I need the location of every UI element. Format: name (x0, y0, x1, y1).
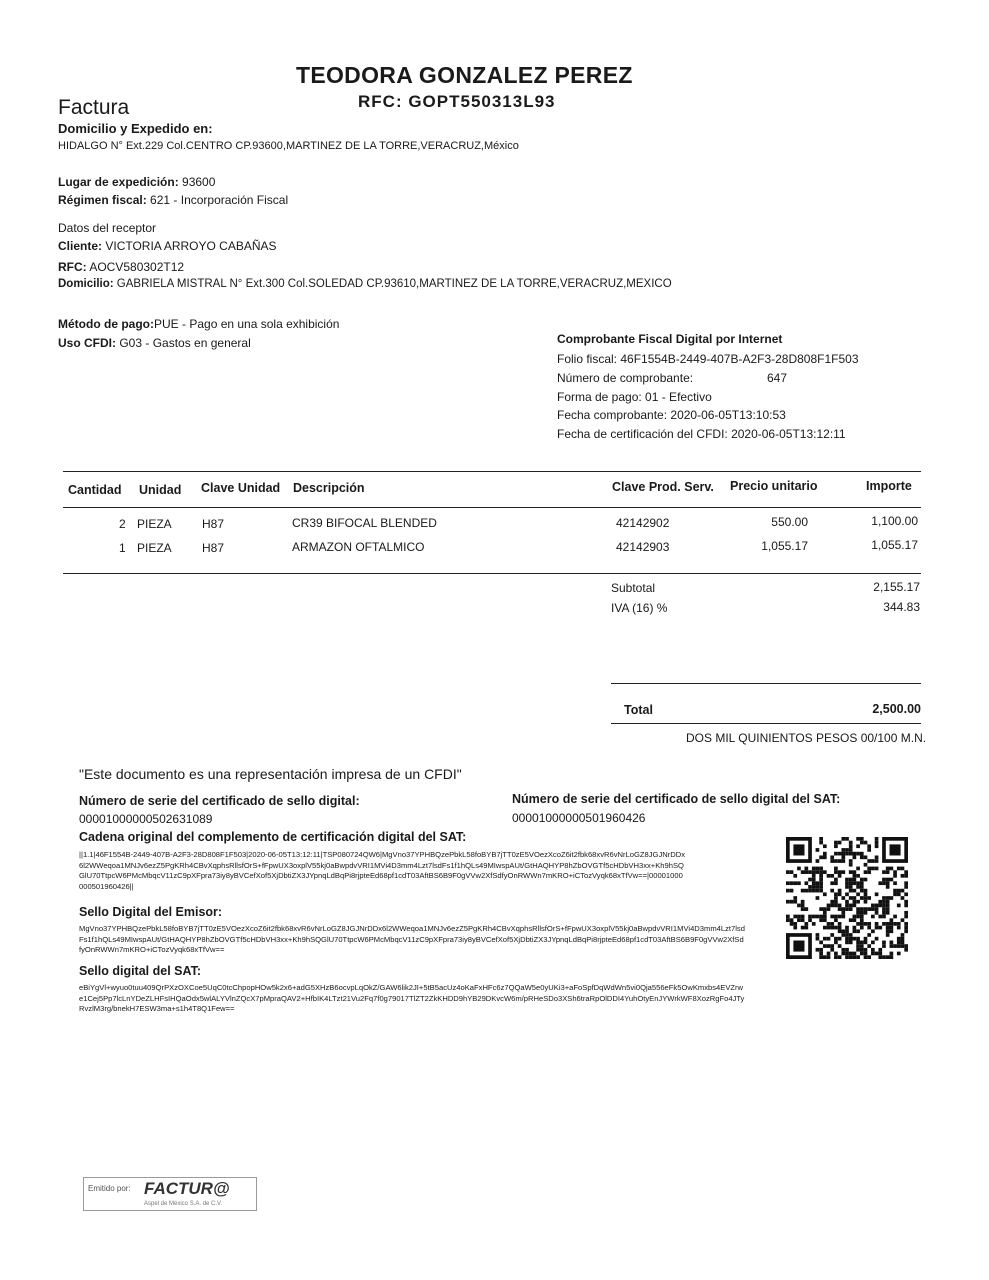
cert-emisor-label: Número de serie del certificado de sello digital: (79, 794, 360, 808)
regimen-value: 621 - Incorporación Fiscal (150, 193, 289, 207)
facture-logo: FACTUR@ (144, 1179, 230, 1198)
emitido-por-logo (83, 1177, 257, 1211)
uso-label: Uso CFDI: (58, 336, 116, 350)
sello-emisor-label: Sello Digital del Emisor: (79, 905, 223, 919)
col-clave-prod: Clave Prod. Serv. (612, 480, 714, 494)
cliente-label: Cliente: (58, 239, 103, 253)
row-descripcion: ARMAZON OFTALMICO (292, 540, 425, 554)
receptor-domicilio (58, 278, 672, 290)
cadena-value: ||1.1|46F1554B-2449-407B-A2F3-28D808F1F503|2020-06-05T13:12:11|TSP080724QW6|MgVno37YPHBQzePbkL58foBYB7jTT0zE5VOezXcoZ6it2fbk68xvR6vNrLoGZ8JGJNrDDx6l2WWeqoa1MNJv6ezZ5PgKRh4CBvXqphsRllsfOrS+fFpwUX3oxplV55kj0aBwpdvVRI1MVi4D3mm4Lzt7lsdFs1f1hQLs49MIwspAUt/GtHAQHYP8hZbOVGTf5cHDbVH3xx+Kh9hSQGlU70TtpcW6PMcMbqcV11zC9pXFpra73iy8yBVCefXof5XjDbtiZX3JYpnqLdBqPi8rjpteEd68pf1cdT03AftBS6B9F0gVVw2XfSdfyOnRWWn7mKRO+iCTozVyqk68xTfVw==|00001000000501960426|| (79, 850, 686, 891)
total-value: 2,500.00 (872, 702, 921, 716)
sello-sat-value: eBiYgVl+wyuo0tuu409QrPXzOXCoe5UqC0tcChpopHOw5k2x6+adG5XHzB6ocvpLqOkZ/GAW6lik2JI+5tB5acUz4oKaFxHFc6z7QQaW5e0yUKi3+aFoSpfDqWdWn5vi0Qja556eFk5OwKmxbs4EVZrwe1Cej5Pp7lcLnYDeZLHFsIHQaOdx5wlALYVlnZQcX7pMpraQAV2+HfbIK4LTzt21Vu2Fq7f0g79017TlZT2ZkKHDD9hYB29DKvcW6m/pRHeSDo3XSh6traRpOlDDI4YuhOtyEnJYWrkWF8XozRgFo4JTyRvzlM3rg/bnekH7ESW3ma+s1h4T8Q1Few== (79, 983, 745, 1013)
cfdi-numero-value: 647 (767, 371, 788, 385)
lugar-value: 93600 (182, 175, 216, 189)
lugar-label: Lugar de expedición: (58, 175, 179, 189)
row-descripcion: CR39 BIFOCAL BLENDED (292, 516, 437, 530)
emitido-label: Emitido por: (88, 1184, 131, 1193)
subtotal-value: 2,155.17 (873, 580, 920, 594)
domicilio-label: Domicilio: (58, 278, 114, 290)
domicilio-heading: Domicilio y Expedido en: (58, 121, 213, 136)
row-cantidad: 1 (119, 541, 126, 555)
row-clave-prod: 42142903 (616, 540, 670, 554)
metodo-pago (58, 317, 339, 331)
col-cantidad: Cantidad (68, 483, 122, 497)
rfc-label: RFC: (58, 260, 87, 274)
domicilio-address: HIDALGO N° Ext.229 Col.CENTRO CP.93600,MARTINEZ DE LA TORRE,VERACRUZ,México (58, 140, 519, 152)
total-top-rule (611, 683, 921, 684)
receptor-cliente (58, 239, 277, 253)
issuer-name: TEODORA GONZALEZ PEREZ (296, 62, 633, 88)
table-top-rule (63, 471, 921, 472)
row-clave-prod: 42142902 (616, 516, 670, 530)
domicilio-value: GABRIELA MISTRAL N° Ext.300 Col.SOLEDAD CP.93610,MARTINEZ DE LA TORRE,VERACRUZ,MEXICO (116, 278, 672, 290)
receptor-heading: Datos del receptor (58, 221, 157, 235)
cfdi-folio: Folio fiscal: 46F1554B-2449-407B-A2F3-28D808F1F503 (557, 352, 859, 366)
uso-cfdi (58, 336, 251, 350)
metodo-label: Método de pago: (58, 317, 154, 331)
document-title: Factura (58, 96, 130, 119)
cadena-label: Cadena original del complemento de certificación digital del SAT: (79, 830, 467, 844)
iva-label: IVA (16) % (611, 601, 668, 615)
rfc-value: AOCV580302T12 (89, 260, 185, 274)
regimen-fiscal (58, 193, 288, 207)
table-bottom-rule (63, 573, 921, 574)
row-unidad: PIEZA (137, 541, 172, 555)
cfdi-numero-label: Número de comprobante: (557, 371, 694, 385)
row-precio: 550.00 (771, 515, 808, 529)
row-importe: 1,100.00 (871, 514, 918, 528)
col-precio: Precio unitario (730, 479, 818, 493)
iva-value: 344.83 (883, 600, 920, 614)
row-clave-unidad: H87 (202, 541, 225, 555)
col-unidad: Unidad (139, 483, 182, 497)
sello-emisor-value: MgVno37YPHBQzePbkL58foBYB7jTT0zE5VOezXcoZ6it2fbk68xvR6vNrLoGZ8JGJNrDDx6l2WWeqoa1MNJv6ezZ5PgKRh4CBvXqphsRllsfOrS+fFpwUX3oxplV55kj0aBwpdvVRI1MVi4D3mm4Lzt7lsdFs1f1hQLs49MIwspAUt/GtHAQHYP8hZbOVGTf5cHDbVH3xx+Kh9hSQGlU70TtpcW6PMcMbqcV11zC9pXFpra73iy8yBVCefXof5XjDbtiZX3JYpnqLdBqPi8rjpteEd68pf1cdT03AftBS6B9F0gVVw2XfSdfyOnRWWn7mKRO+iCTozVyqk68xTfVw== (79, 924, 745, 954)
total-bottom-rule (611, 723, 921, 724)
cert-emisor-value: 00001000000502631089 (79, 812, 213, 826)
cfdi-heading: Comprobante Fiscal Digital por Internet (557, 332, 783, 346)
cert-sat-label: Número de serie del certificado de sello digital del SAT: (512, 792, 841, 806)
row-clave-unidad: H87 (202, 517, 225, 531)
issuer-rfc: RFC: GOPT550313L93 (358, 92, 556, 111)
receptor-rfc (58, 260, 184, 274)
row-unidad: PIEZA (137, 517, 172, 531)
lugar-expedicion (58, 175, 215, 189)
cfdi-fecha: Fecha comprobante: 2020-06-05T13:10:53 (557, 408, 786, 422)
sello-sat-label: Sello digital del SAT: (79, 964, 202, 978)
total-in-words: DOS MIL QUINIENTOS PESOS 00/100 M.N. (686, 731, 927, 745)
cfdi-legend: "Este documento es una representación impresa de un CFDI" (79, 766, 462, 782)
subtotal-label: Subtotal (611, 581, 656, 595)
row-importe: 1,055.17 (871, 538, 918, 552)
cert-sat-value: 00001000000501960426 (512, 811, 646, 825)
cfdi-fecha-cert: Fecha de certificación del CFDI: 2020-06-05T13:12:11 (557, 427, 846, 441)
total-label: Total (624, 703, 653, 717)
row-cantidad: 2 (119, 517, 126, 531)
cfdi-forma-pago: Forma de pago: 01 - Efectivo (557, 390, 712, 404)
uso-value: G03 - Gastos en general (119, 336, 251, 350)
row-precio: 1,055.17 (761, 539, 808, 553)
col-descripcion: Descripción (293, 481, 365, 495)
regimen-label: Régimen fiscal: (58, 193, 147, 207)
aspel-company: Aspel de México S.A. de C.V. (144, 1201, 223, 1207)
metodo-value: PUE - Pago en una sola exhibición (154, 317, 340, 331)
table-header-rule (63, 507, 921, 508)
col-importe: Importe (866, 479, 912, 493)
cliente-value: VICTORIA ARROYO CABAÑAS (105, 239, 277, 253)
qr-code (786, 837, 908, 959)
col-clave-unidad: Clave Unidad (201, 481, 281, 495)
